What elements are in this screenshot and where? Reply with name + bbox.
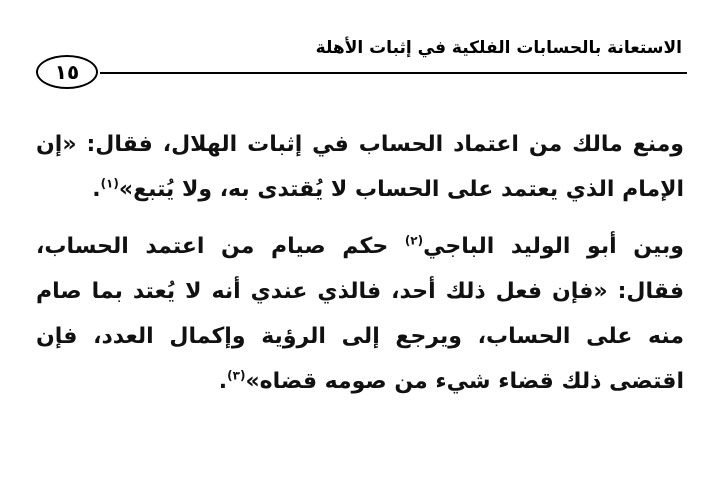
page-number-badge bbox=[36, 55, 98, 89]
paragraph-text: وبين أبو الوليد الباجي bbox=[423, 234, 684, 259]
paragraph-tail: . bbox=[218, 369, 228, 394]
header-rule bbox=[100, 72, 687, 74]
body-text bbox=[36, 122, 684, 416]
paragraph-tail: . bbox=[92, 177, 101, 202]
footnote-marker: (٣) bbox=[227, 368, 246, 383]
paragraph-line bbox=[36, 122, 684, 212]
page-number: ١٥ bbox=[54, 60, 80, 84]
footnote-marker: (١) bbox=[100, 176, 119, 191]
paragraph-malik bbox=[36, 122, 684, 212]
paragraph-text: ومنع مالك من اعتماد الحساب في إثبات الهلال، فقال: «إن الإمام الذي يعتمد على الحساب لا يُقتدى به، ولا يُتبع» bbox=[36, 132, 684, 202]
running-header-title: الاستعانة بالحسابات الفلكية في إثبات الأهلة bbox=[315, 38, 682, 58]
paragraph-line bbox=[36, 224, 684, 404]
paragraph-text-cont: حكم صيام من اعتمد الحساب، فقال: «فإن فعل ذلك أحد، فالذي عندي أنه لا يُعتد بما صام منه على الحساب، ويرجع إلى الرؤية وإكمال العدد، فإن اقتضى ذلك قضاء شيء من صومه قضاه» bbox=[36, 234, 684, 394]
paragraph-baji bbox=[36, 224, 684, 404]
footnote-marker: (٢) bbox=[404, 233, 424, 248]
